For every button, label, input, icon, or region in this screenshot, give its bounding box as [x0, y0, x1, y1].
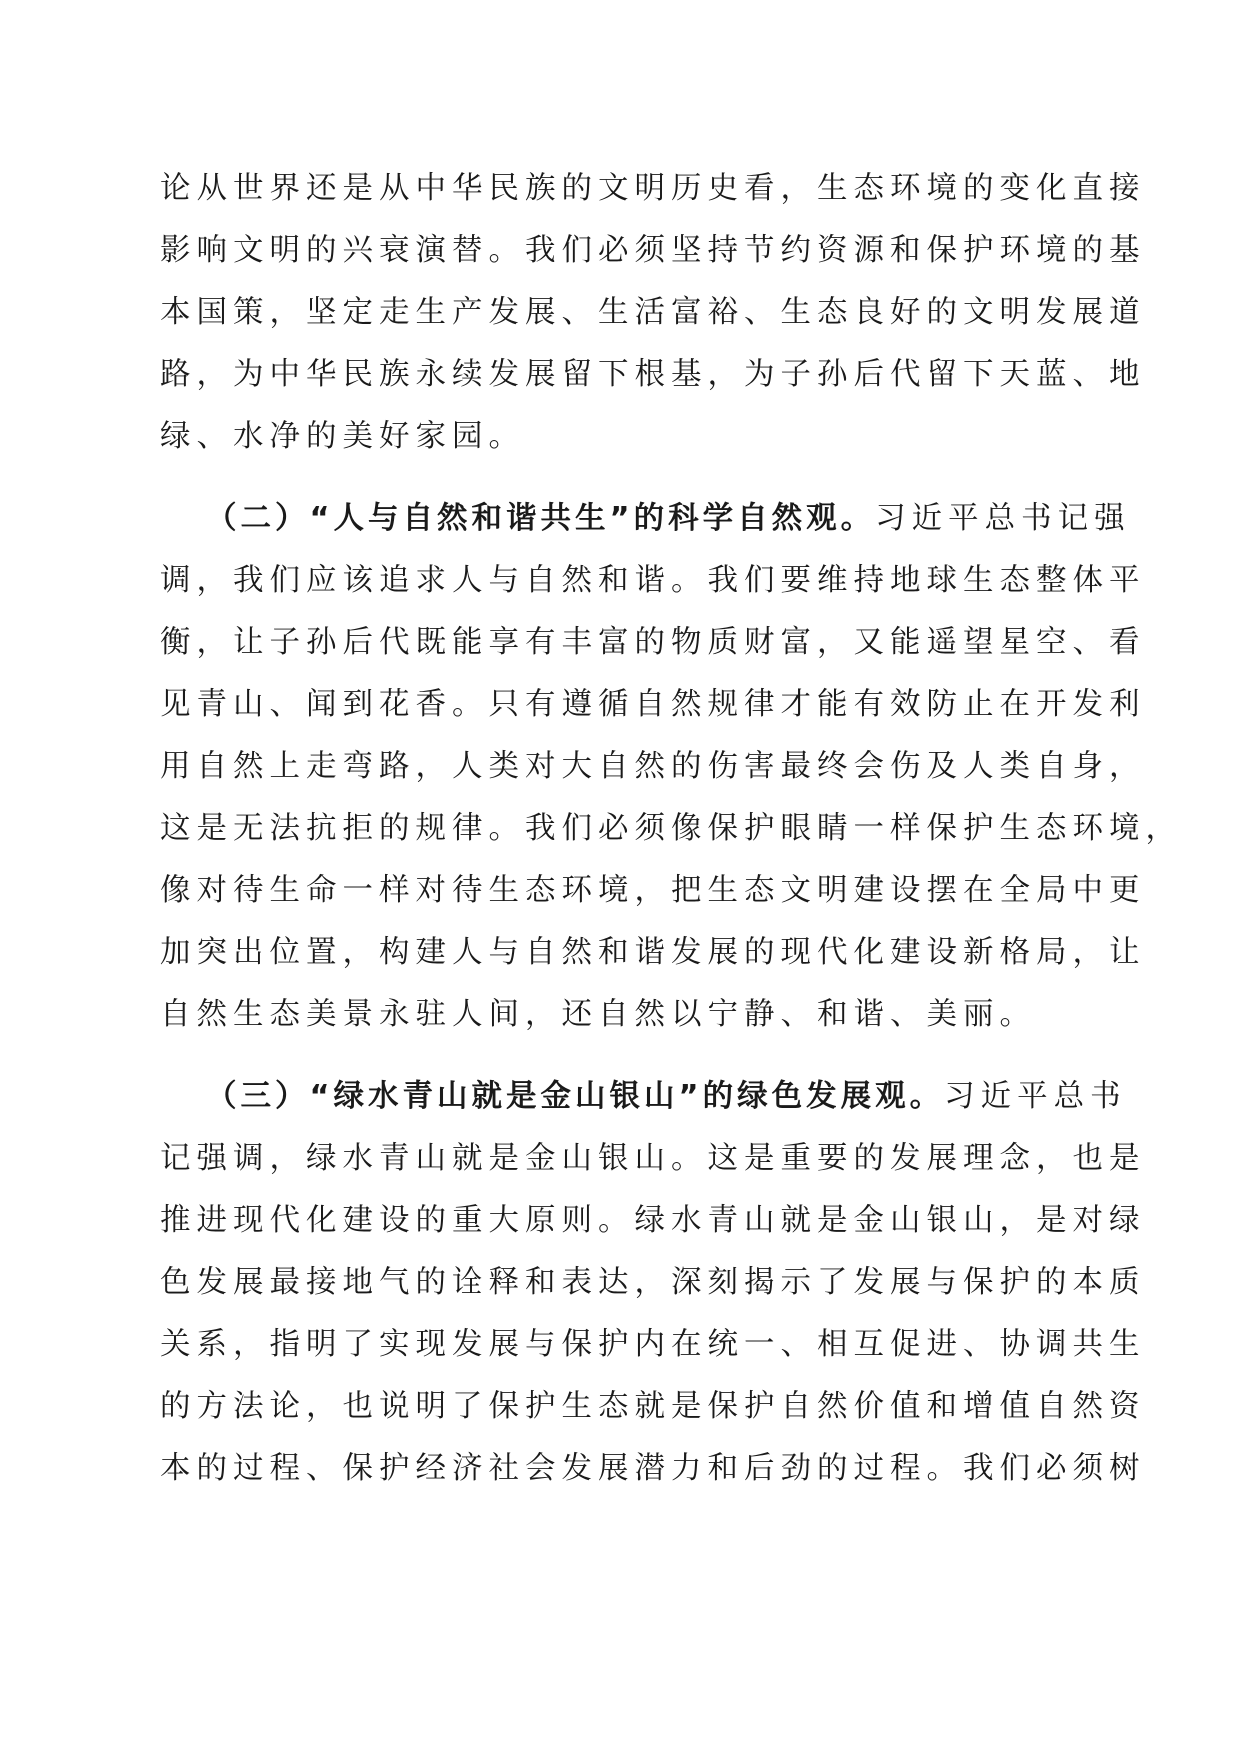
text-span: 习近平总书	[944, 1079, 1127, 1114]
text-line: 关系，指明了实现发展与保护内在统一、相互促进、协调共生	[160, 1327, 1146, 1362]
text-line: 推进现代化建设的重大原则。绿水青山就是金山银山，是对绿	[160, 1203, 1146, 1238]
text-line: 的方法论，也说明了保护生态就是保护自然价值和增值自然资	[160, 1389, 1146, 1424]
text-line: 用自然上走弯路，人类对大自然的伤害最终会伤及人类自身，	[160, 749, 1146, 784]
text-line: 路，为中华民族永续发展留下根基，为子孙后代留下天蓝、地	[160, 357, 1146, 392]
text-line: 本国策，坚定走生产发展、生活富裕、生态良好的文明发展道	[160, 295, 1146, 330]
text-line: 自然生态美景永驻人间，还自然以宁静、和谐、美丽。	[160, 997, 1036, 1032]
text-line: 影响文明的兴衰演替。我们必须坚持节约资源和保护环境的基	[160, 233, 1146, 268]
text-span: 习近平总书记强	[875, 501, 1131, 536]
text-line: 衡，让子孙后代既能享有丰富的物质财富，又能遥望星空、看	[160, 625, 1146, 660]
paragraph-first-line	[160, 488, 1131, 550]
paragraph-spacing	[160, 468, 1080, 488]
paragraph-first-line	[160, 1066, 1127, 1128]
paragraph-1	[160, 158, 1146, 468]
text-line: 绿、水净的美好家园。	[160, 419, 525, 454]
paragraph-3	[160, 1066, 1146, 1500]
text-line: 见青山、闻到花香。只有遵循自然规律才能有效防止在开发利	[160, 687, 1146, 722]
text-line: 加突出位置，构建人与自然和谐发展的现代化建设新格局，让	[160, 935, 1146, 970]
text-line: 记强调，绿水青山就是金山银山。这是重要的发展理念，也是	[160, 1141, 1146, 1176]
text-line: 调，我们应该追求人与自然和谐。我们要维持地球生态整体平	[160, 563, 1146, 598]
text-line: 论从世界还是从中华民族的文明历史看，生态环境的变化直接	[160, 171, 1146, 206]
paragraph-2	[160, 488, 1182, 1046]
text-line: 这是无法抗拒的规律。我们必须像保护眼睛一样保护生态环境，	[160, 811, 1182, 846]
document-page	[160, 158, 1182, 1500]
section-heading-3: （三）“绿水青山就是金山银山”的绿色发展观。	[206, 1079, 945, 1114]
text-line: 色发展最接地气的诠释和表达，深刻揭示了发展与保护的本质	[160, 1265, 1146, 1300]
text-line: 像对待生命一样对待生态环境，把生态文明建设摆在全局中更	[160, 873, 1146, 908]
text-line: 本的过程、保护经济社会发展潜力和后劲的过程。我们必须树	[160, 1451, 1146, 1486]
paragraph-spacing	[160, 1046, 1080, 1066]
section-heading-2: （二）“人与自然和谐共生”的科学自然观。	[206, 501, 876, 536]
